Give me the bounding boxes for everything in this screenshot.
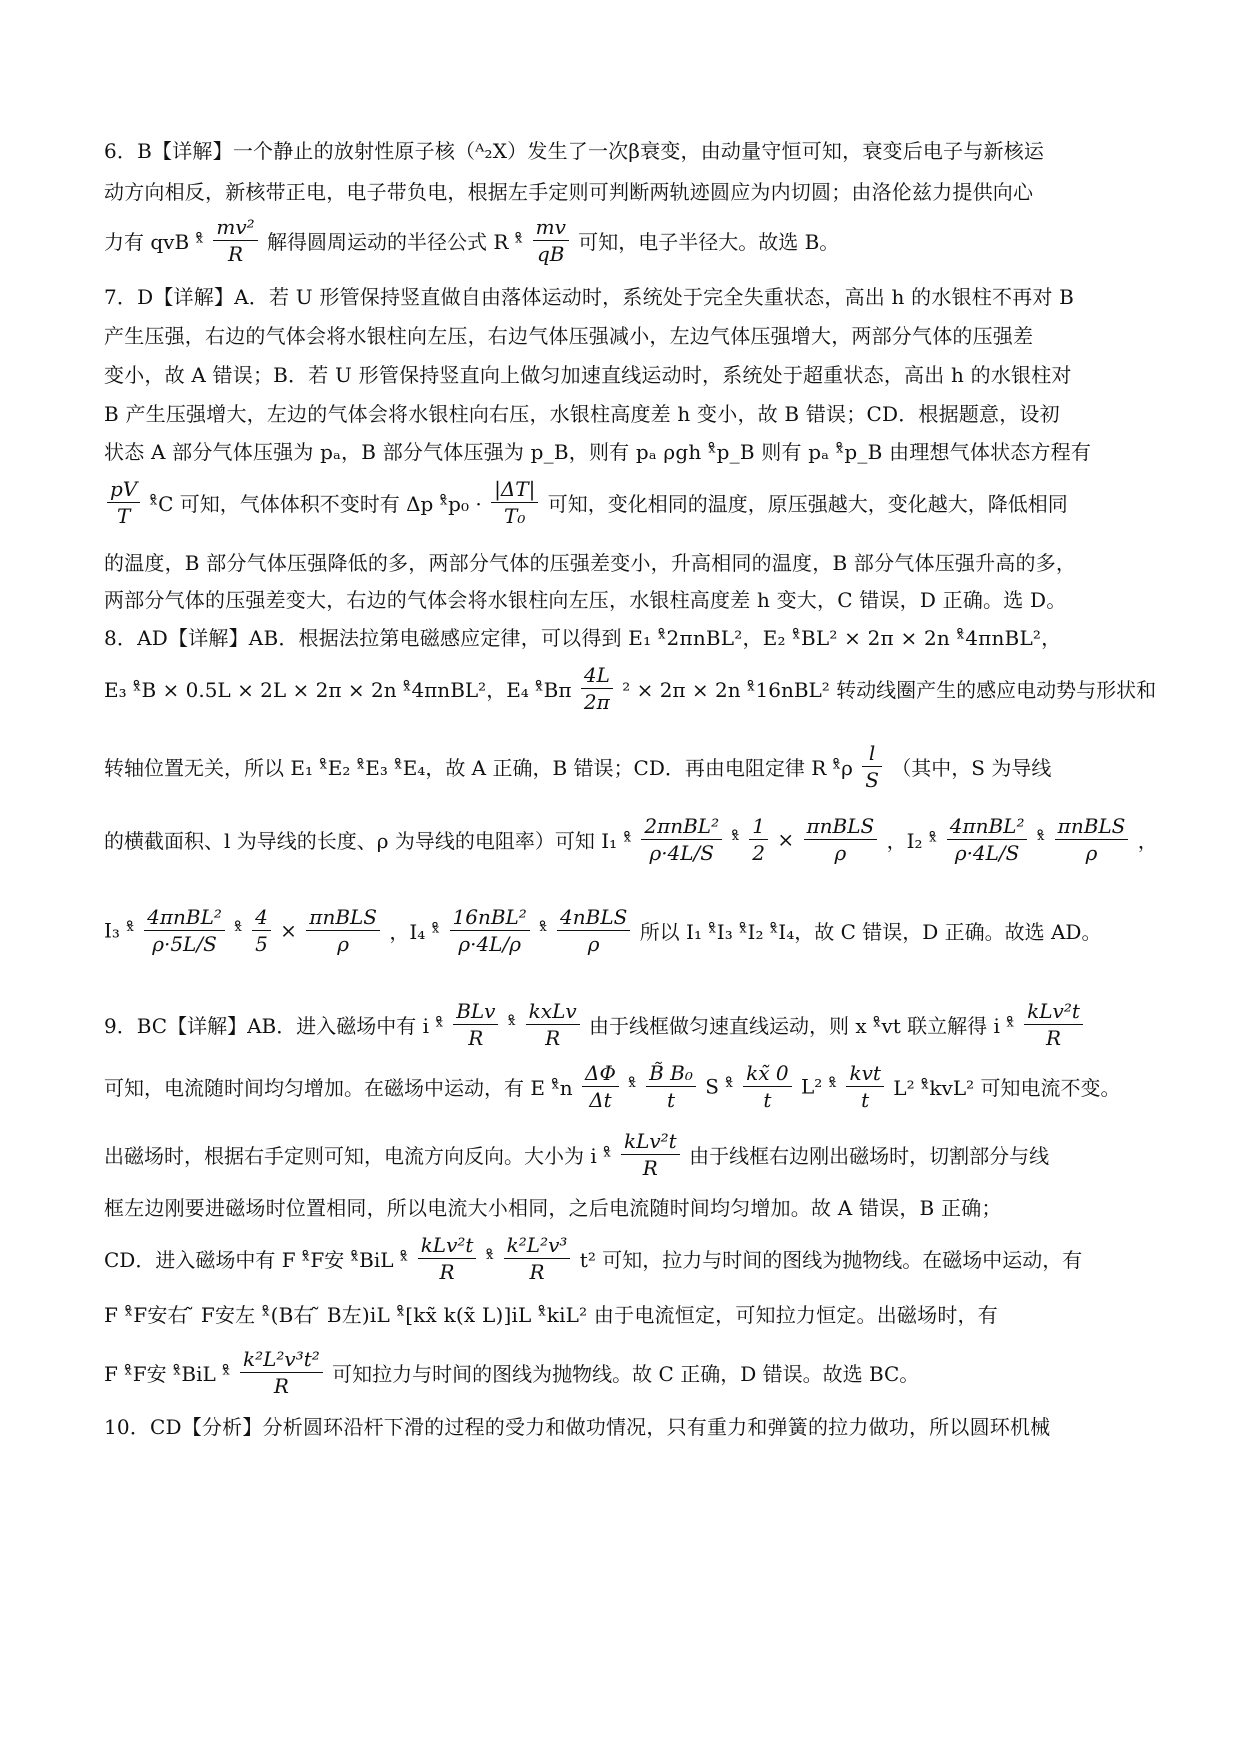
fraction: $\frac{|\Delta T|}{\text{T₀}}$ [491,476,538,529]
fraction: $\frac{\text{B̃ B₀}}{t}$ [646,1060,696,1113]
q9-line-1: 9．BC【详解】AB．进入磁场中有 i ˣ̊ $\frac{\text{BLv}}{R}$ ˣ̊ $\frac{\text{kxLv}}{R}$ 由于线框做匀速直线运动，则 x ˣ̊vt 联立解得 i ˣ̊ $\frac{\text{kLv²t}}{R}$ [104,998,1086,1051]
fraction: $\frac{\text{kxLv}}{R}$ [526,998,580,1051]
fraction: $\frac{kx̃ 0}{t}$ [743,1060,791,1113]
fraction: $\frac{l}{S}$ [862,740,882,793]
q9-line-3: 出磁场时，根据右手定则可知，电流方向反向。大小为 i ˣ̊ $\frac{\text{kLv²t}}{R}$ 由于线框右边刚出磁场时，切割部分与线 [104,1129,1050,1180]
fraction: $\frac{\text{πnBLS}}{\rho}$ [1055,813,1129,866]
q7-line-4: B 产生压强增大，左边的气体会将水银柱向右压，水银柱高度差 h 变小，故 B 错误；CD．根据题意，设初 [104,402,1060,426]
q9-line-6: F ˣ̊F安右 ̃ F安左 ˣ̊(B右 ̃ B左)iL ˣ̊[kx̃ k(x̃ L)]iL ˣ̊kiL² 由于电流恒定，可知拉力恒定。出磁场时，有 [104,1303,998,1327]
q7-line-5: 状态 A 部分气体压强为 pₐ，B 部分气体压强为 p_B，则有 pₐ ρgh ˣ̊p_B 则有 pₐ ˣ̊p_B 由理想气体状态方程有 [104,440,1092,464]
q7-line-2: 产生压强，右边的气体会将水银柱向左压，右边气体压强减小，左边气体压强增大，两部分气体的压强差 [104,324,1034,348]
fraction: $\frac{\text{k²L²v³}}{R}$ [504,1232,571,1285]
fraction: $\frac{\text{4nBLS}}{\rho}$ [557,904,630,957]
q8-line-2: E₃ ˣ̊B × 0.5L × 2L × 2π × 2n ˣ̊4πnBL²，E₄ ˣ̊Bπ $\frac{4L}{2\pi}$ ² × 2π × 2n ˣ̊16nBL² 转动线圈产生的感应电动势与形状和 [104,663,1157,714]
fraction: $\frac{\text{πnBLS}}{\rho}$ [804,813,878,866]
q8-line-5: I₃ ˣ̊ $\frac{\text{4πnBL²}}{\rho\cdot 5L/S}$ ˣ̊ $\frac{4}{5}$ × $\frac{\text{πnBLS}}{\rho}$ ，I₄ ˣ̊ $\frac{\text{16nBL²}}{\rho\cdot 4L/\rho}$ ˣ̊ $\frac{\text{4nBLS}}{\rho}$ 所以 I₁ ˣ̊I₃ ˣ̊I₂ ˣ̊I₄，故 C 错误，D 正确。故选 AD。 [104,905,1102,956]
fraction: $\frac{\text{mv²}}{R}$ [213,214,257,267]
q8-line-4: 的横截面积、l 为导线的长度、ρ 为导线的电阻率）可知 I₁ ˣ̊ $\frac{\text{2πnBL²}}{\rho\cdot 4L/S}$ ˣ̊ $\frac{1}{2}$ × $\frac{\text{πnBLS}}{\rho}$ ，I₂ ˣ̊ $\frac{\text{4πnBL²}}{\rho\cdot 4L/S}$ ˣ̊ $\frac{\text{πnBLS}}{\rho}$ ， [104,814,1158,865]
fraction: $\frac{\text{16nBL²}}{\rho\cdot 4L/\rho}$ [450,904,530,957]
q7-line-7: 的温度，B 部分气体压强降低的多，两部分气体的压强差变小，升高相同的温度，B 部分气体压强升高的多， [104,551,1077,575]
fraction: $\frac{\text{BLv}}{R}$ [453,998,498,1051]
q10-line-1: 10．CD【分析】分析圆环沿杆下滑的过程的受力和做功情况，只有重力和弹簧的拉力做功，所以圆环机械 [104,1415,1051,1439]
q7-line-8: 两部分气体的压强差变大，右边的气体会将水银柱向左压，水银柱高度差 h 变大，C 错误，D 正确。选 D。 [104,588,1067,612]
fraction: $\frac{mv}{qB}$ [533,214,569,267]
q7-line-1: 7．D【详解】A．若 U 形管保持竖直做自由落体运动时，系统处于完全失重状态，高出 h 的水银柱不再对 B [104,285,1075,309]
fraction: $\frac{pV}{T}$ [107,476,140,529]
q6-line-3: 力有 qvB ˣ̊ $\frac{\text{mv²}}{R}$ 解得圆周运动的半径公式 R ˣ̊ $\frac{mv}{qB}$ 可知，电子半径大。故选 B。 [104,215,840,266]
fraction: $\frac{\text{2πnBL²}}{\rho\cdot 4L/S}$ [641,813,722,866]
fraction: $\frac{\text{4πnBL²}}{\rho\cdot 5L/S}$ [144,904,225,957]
fraction: $\frac{\text{4πnBL²}}{\rho\cdot 4L/S}$ [947,813,1028,866]
q6-line-2: 动方向相反，新核带正电，电子带负电，根据左手定则可判断两轨迹圆应为内切圆；由洛伦兹力提供向心 [104,180,1034,204]
fraction: $\frac{\text{kLv²t}}{R}$ [418,1232,477,1285]
q9-line-5: CD．进入磁场中有 F ˣ̊F安 ˣ̊BiL ˣ̊ $\frac{\text{kLv²t}}{R}$ ˣ̊ $\frac{\text{k²L²v³}}{R}$ t² 可知，拉力与时间的图线为抛物线。在磁场中运动，有 [104,1233,1083,1284]
fraction: $\frac{\text{kLv²t}}{R}$ [621,1128,680,1181]
q8-line-1: 8．AD【详解】AB．根据法拉第电磁感应定律，可以得到 E₁ ˣ̊2πnBL²，E₂ ˣ̊BL² × 2π × 2n ˣ̊4πnBL²， [104,626,1062,650]
q9-line-4: 框左边刚要进磁场时位置相同，所以电流大小相同，之后电流随时间均匀增加。故 A 错误，B 正确； [104,1196,1002,1220]
fraction: $\frac{\text{k²L²v³t²}}{R}$ [240,1346,323,1399]
q9-line-7: F ˣ̊F安 ˣ̊BiL ˣ̊ $\frac{\text{k²L²v³t²}}{R}$ 可知拉力与时间的图线为抛物线。故 C 正确，D 错误。故选 BC。 [104,1347,920,1398]
fraction: $\frac{\Delta\Phi}{\Delta t}$ [582,1060,619,1113]
fraction: $\frac{\text{πnBLS}}{\rho}$ [306,904,380,957]
q8-line-3: 转轴位置无关，所以 E₁ ˣ̊E₂ ˣ̊E₃ ˣ̊E₄，故 A 正确，B 错误；CD．再由电阻定律 R ˣ̊ρ $\frac{l}{S}$ （其中，S 为导线 [104,741,1052,792]
q7-line-3: 变小，故 A 错误；B．若 U 形管保持竖直向上做匀加速直线运动时，系统处于超重状态，高出 h 的水银柱对 [104,363,1072,387]
q9-line-2: 可知，电流随时间均匀增加。在磁场中运动，有 E ˣ̊n $\frac{\Delta\Phi}{\Delta t}$ ˣ̊ $\frac{\text{B̃ B₀}}{t}$ S ˣ̊ $\frac{kx̃ 0}{t}$ L² ˣ̊ $\frac{\text{kvt}}{t}$ L² ˣ̊kvL² 可知电流不变。 [104,1061,1121,1112]
fraction: $\frac{\text{kvt}}{t}$ [846,1060,883,1113]
document-page [104,0,1158,1754]
fraction: $\frac{4}{5}$ [252,904,271,957]
fraction: $\frac{\text{kLv²t}}{R}$ [1024,998,1083,1051]
q6-line-1: 6．B【详解】一个静止的放射性原子核（ᴬ₂X）发生了一次β衰变，由动量守恒可知，衰变后电子与新核运 [104,139,1045,163]
fraction: $\frac{4L}{2\pi}$ [581,662,613,715]
q7-line-6: $\frac{pV}{T}$ ˣ̊C 可知，气体体积不变时有 Δp ˣ̊p₀ · $\frac{|\Delta T|}{\text{T₀}}$ 可知，变化相同的温度，原压强越大，变化越大，降低相同 [104,476,1068,529]
fraction: $\frac{1}{2}$ [749,813,768,866]
